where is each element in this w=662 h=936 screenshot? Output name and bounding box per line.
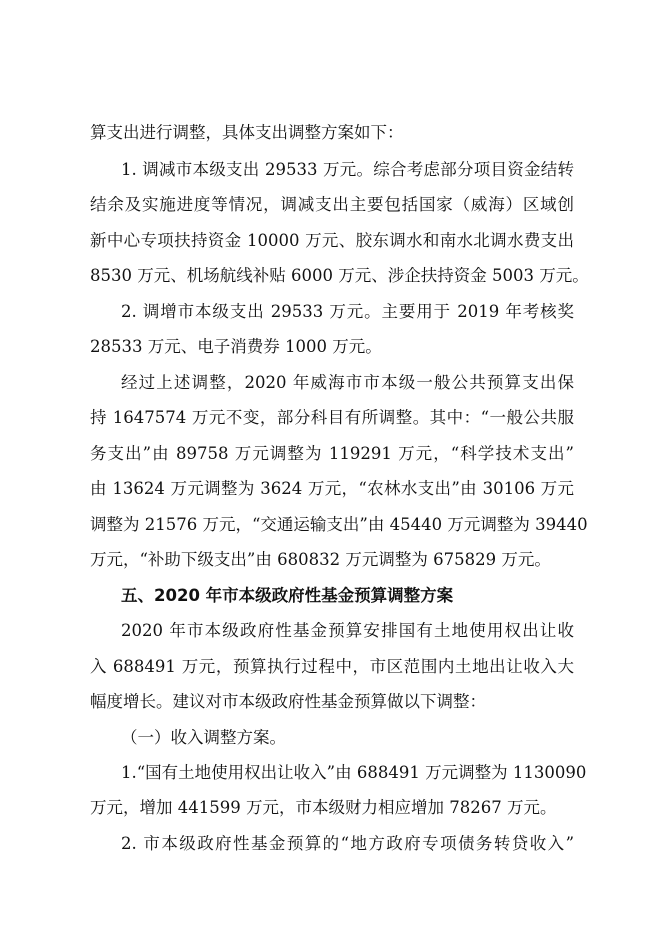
paragraph-line: 万元，增加 441599 万元，市本级财力相应增加 78267 万元。	[90, 798, 557, 817]
paragraph-line: 经过上述调整，2020 年威海市市本级一般公共预算支出保	[121, 373, 574, 392]
paragraph-line: 算支出进行调整，具体支出调整方案如下：	[90, 123, 404, 142]
paragraph-line: 调整为 21576 万元，“交通运输支出”由 45440 万元调整为 39440	[90, 515, 588, 534]
paragraph-line: 新中心专项扶持资金 10000 万元、胶东调水和南水北调水费支出	[90, 231, 574, 250]
paragraph-line: 由 13624 万元调整为 3624 万元，“农林水支出”由 30106 万元	[90, 479, 574, 498]
paragraph-line: 2. 调增市本级支出 29533 万元。主要用于 2019 年考核奖	[121, 302, 574, 321]
paragraph-line: 万元，“补助下级支出”由 680832 万元调整为 675829 万元。	[90, 550, 551, 569]
paragraph-line: 2020 年市本级政府性基金预算安排国有土地使用权出让收	[121, 621, 574, 640]
paragraph-line: 2. 市本级政府性基金预算的“地方政府专项债务转贷收入”	[121, 834, 574, 853]
paragraph-line: 务支出”由 89758 万元调整为 119291 万元，“科学技术支出”	[90, 444, 574, 463]
paragraph-line: 1. 调减市本级支出 29533 万元。综合考虑部分项目资金结转	[121, 160, 574, 179]
paragraph-line: 1.“国有土地使用权出让收入”由 688491 万元调整为 1130090	[121, 763, 587, 782]
paragraph-line: 入 688491 万元，预算执行过程中，市区范围内土地出让收入大	[90, 657, 574, 676]
paragraph-line: 幅度增长。建议对市本级政府性基金预算做以下调整：	[90, 692, 486, 711]
paragraph-line: 持 1647574 万元不变，部分科目有所调整。其中：“一般公共服	[90, 408, 574, 427]
paragraph-line: 28533 万元、电子消费券 1000 万元。	[90, 337, 382, 356]
subsection-heading: （一）收入调整方案。	[121, 728, 286, 747]
section-heading: 五、2020 年市本级政府性基金预算调整方案	[121, 586, 454, 605]
paragraph-line: 8530 万元、机场航线补贴 6000 万元、涉企扶持资金 5003 万元。	[90, 266, 589, 285]
paragraph-line: 结余及实施进度等情况，调减支出主要包括国家（威海）区域创	[90, 195, 574, 214]
